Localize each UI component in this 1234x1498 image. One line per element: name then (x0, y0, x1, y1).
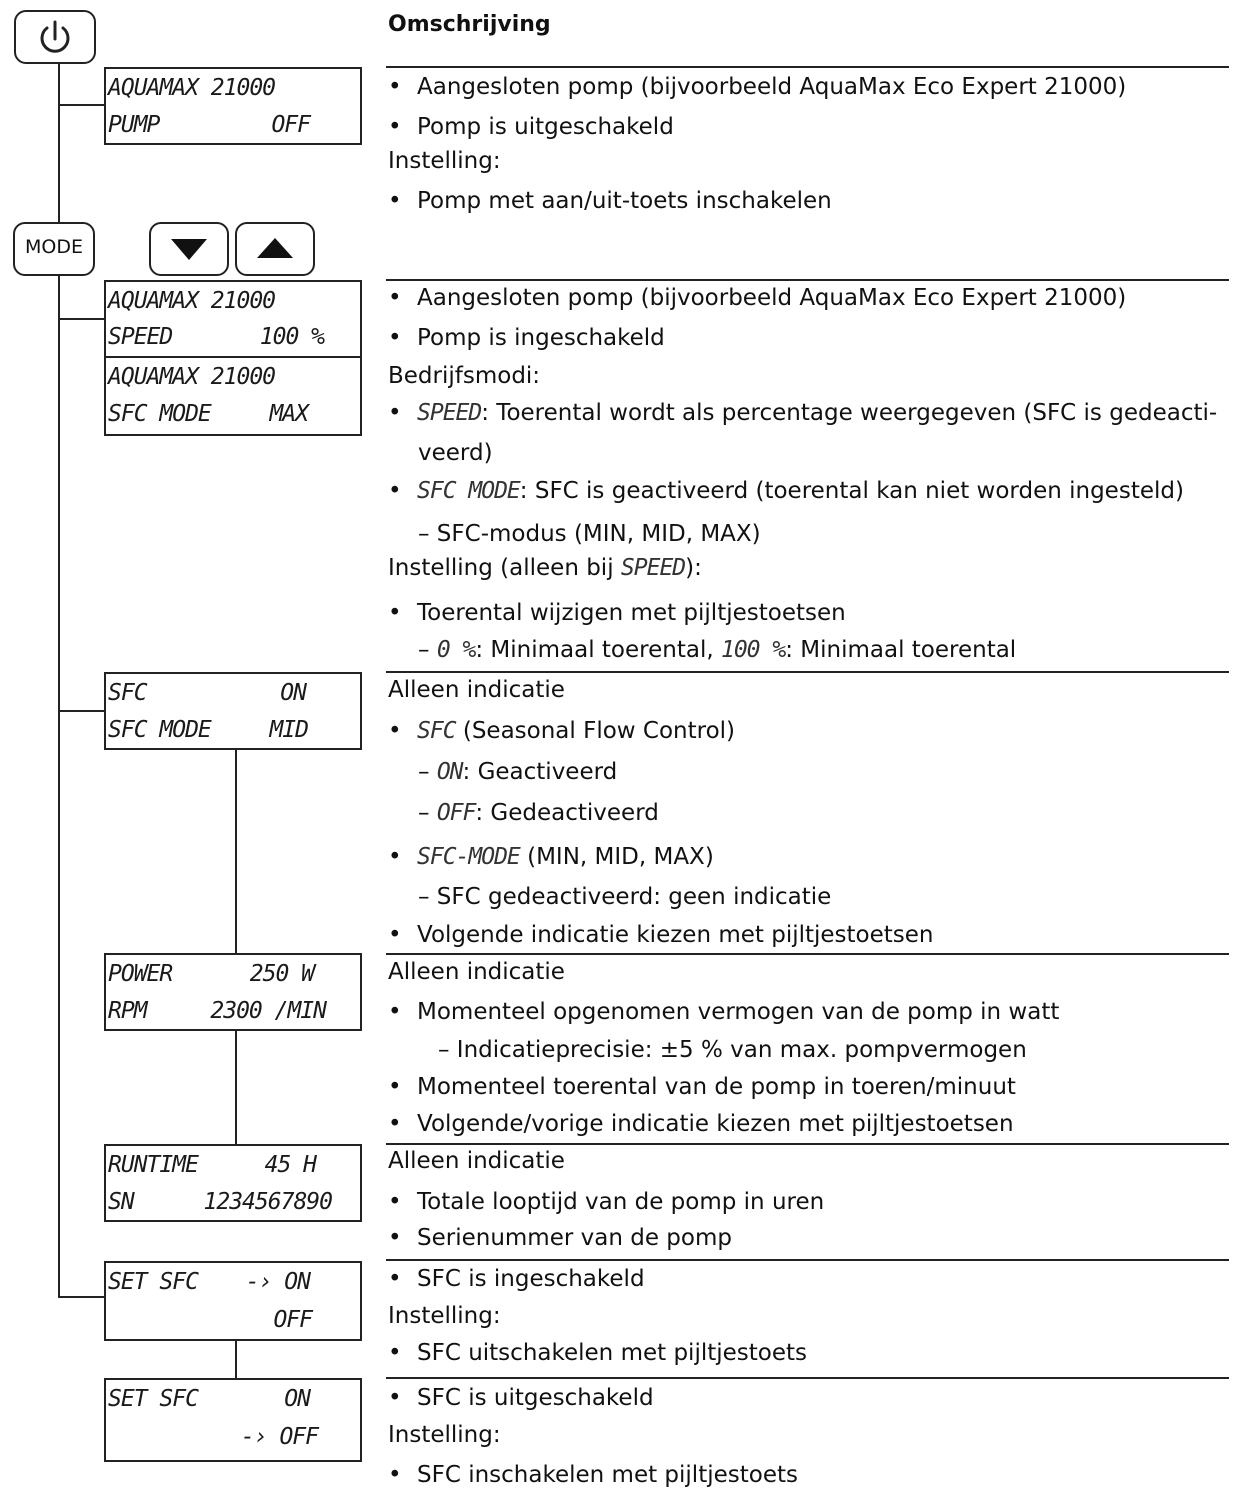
lcd-text: -› ON (245, 1269, 310, 1295)
sub-item: – OFF: Gedeactiveerd (418, 800, 659, 826)
list-item-text: (MIN, MID, MAX) (519, 844, 714, 870)
sub-item (418, 635, 1016, 665)
lcd-text: 100 % (259, 324, 324, 350)
connector-line (235, 1340, 237, 1378)
lcd-text: SFC MODE (108, 717, 211, 743)
list-item (388, 112, 674, 142)
sub-item-text: : Gedeactiveerd (475, 800, 659, 826)
sub-item-text: : Minimaal toerental (785, 637, 1017, 663)
list-item (388, 1223, 732, 1253)
list-item-text: Aangesloten pomp (bijvoorbeeld AquaMax Eco Expert 21000) (417, 74, 1127, 100)
power-button[interactable] (14, 10, 96, 64)
lcd-text: SN (108, 1189, 134, 1215)
lcd-text: 1234567890 (203, 1189, 332, 1215)
arrow-up-icon (237, 224, 313, 274)
setting-label: Instelling: (388, 1303, 501, 1329)
sub-item-text: : Geactiveerd (462, 759, 618, 785)
lcd-text: -› OFF (240, 1424, 318, 1450)
lcd-code: SFC (417, 718, 456, 744)
list-item-text: Volgende/vorige indicatie kiezen met pijltjestoetsen (417, 1111, 1014, 1137)
setting-text: Instelling (alleen bij (388, 555, 621, 581)
section-title: Alleen indicatie (388, 1148, 565, 1174)
lcd-text: SFC (108, 680, 147, 706)
description-heading: Omschrijving (388, 12, 551, 37)
lcd-code: SPEED (417, 400, 482, 426)
list-item (388, 1338, 807, 1368)
list-item-text: Pomp is ingeschakeld (417, 325, 665, 351)
sub-item: – SFC-modus (MIN, MID, MAX) (418, 521, 761, 547)
power-icon (16, 12, 94, 62)
lcd-text: 2300 /MIN (210, 998, 326, 1024)
section-divider (386, 953, 1229, 955)
lcd-display-pump-off (104, 67, 362, 145)
lcd-code: ON (436, 759, 463, 785)
list-item-text: Aangesloten pomp (bijvoorbeeld AquaMax Eco Expert 21000) (417, 285, 1127, 311)
list-item (388, 997, 1059, 1027)
setting-label: Instelling: (388, 148, 501, 174)
list-item-text: Pomp is uitgeschakeld (417, 114, 674, 140)
lcd-display-sfc-mode-max (104, 356, 362, 436)
lcd-text: POWER (108, 961, 173, 987)
sub-item-text: – (418, 637, 437, 663)
list-item (388, 72, 1126, 102)
lcd-code: OFF (436, 800, 476, 826)
list-item-text: Volgende indicatie kiezen met pijltjestoetsen (417, 922, 934, 948)
lcd-text: OFF (273, 1307, 312, 1333)
list-item (388, 1072, 1016, 1102)
connector-line (235, 750, 237, 954)
arrow-down-icon (151, 224, 227, 274)
lcd-text: MID (269, 717, 308, 743)
list-item-continuation: veerd) (418, 440, 493, 466)
lcd-display-speed (104, 280, 362, 358)
list-item-text: SFC is uitgeschakeld (417, 1385, 654, 1411)
list-item (388, 920, 934, 950)
list-item-text: : Toerental wordt als percentage weergegeven (SFC is gedeacti- (481, 400, 1218, 426)
mode-button[interactable] (13, 222, 95, 276)
arrow-up-button[interactable] (235, 222, 315, 276)
list-item (388, 716, 735, 746)
lcd-display-set-sfc-off (104, 1378, 362, 1462)
lcd-code: SFC MODE (417, 478, 520, 504)
lcd-code: SPEED (620, 555, 686, 581)
lcd-text: RUNTIME (108, 1152, 198, 1178)
setting-label (388, 553, 702, 583)
list-item (388, 323, 665, 353)
section-divider (386, 1377, 1229, 1379)
lcd-code: 0 % (436, 637, 476, 663)
list-item-text: Pomp met aan/uit-toets inschakelen (417, 188, 832, 214)
connector-line (235, 1030, 237, 1144)
connector-line (58, 318, 106, 320)
lcd-display-set-sfc-on (104, 1261, 362, 1341)
list-item (388, 476, 1184, 506)
lcd-text: PUMP (108, 112, 160, 138)
sub-item: – Indicatieprecisie: ±5 % van max. pompvermogen (438, 1037, 1027, 1063)
lcd-code: SFC-MODE (417, 844, 520, 870)
list-item-text: : SFC is geactiveerd (toerental kan niet worden ingesteld) (519, 478, 1184, 504)
lcd-text: OFF (271, 112, 310, 138)
lcd-text: 45 H (264, 1152, 316, 1178)
lcd-text: RPM (108, 998, 147, 1024)
list-item (388, 1109, 1014, 1139)
section-divider (386, 279, 1229, 281)
list-item (388, 1460, 798, 1490)
list-item (388, 283, 1126, 313)
connector-line (58, 1296, 106, 1298)
sub-item: – SFC gedeactiveerd: geen indicatie (418, 884, 832, 910)
list-item (388, 186, 832, 216)
section-divider (386, 66, 1229, 68)
list-item (388, 398, 1217, 428)
lcd-display-runtime (104, 1144, 362, 1222)
lcd-text: SET SFC (108, 1269, 198, 1295)
list-item-text: Momenteel toerental van de pomp in toeren/minuut (417, 1074, 1016, 1100)
arrow-down-button[interactable] (149, 222, 229, 276)
list-item (388, 1187, 824, 1217)
section-title: Alleen indicatie (388, 677, 565, 703)
sub-item-text: : Minimaal toerental, (475, 637, 721, 663)
lcd-text: SFC MODE (108, 401, 211, 427)
modes-label: Bedrijfsmodi: (388, 363, 541, 389)
connector-line (58, 104, 106, 106)
lcd-text: ON (284, 1386, 310, 1412)
section-divider (386, 1259, 1229, 1261)
lcd-text: ON (280, 680, 306, 706)
list-item-text: Serienummer van de pomp (417, 1225, 732, 1251)
list-item (388, 598, 846, 628)
connector-line (58, 710, 106, 712)
list-item-text: Toerental wijzigen met pijltjestoetsen (417, 600, 846, 626)
list-item-text: SFC inschakelen met pijltjestoets (417, 1462, 798, 1488)
lcd-text: AQUAMAX 21000 (108, 75, 276, 101)
connector-line (58, 64, 60, 222)
setting-label: Instelling: (388, 1422, 501, 1448)
lcd-display-sfc-on (104, 672, 362, 750)
lcd-text: SET SFC (108, 1386, 198, 1412)
mode-button-label: MODE (25, 236, 83, 258)
lcd-text: 250 W (249, 961, 314, 987)
lcd-text: AQUAMAX 21000 (108, 288, 276, 314)
connector-line (58, 276, 60, 1298)
list-item-text: SFC is ingeschakeld (417, 1266, 645, 1292)
sub-item: – ON: Geactiveerd (418, 759, 618, 785)
list-item-text: (Seasonal Flow Control) (455, 718, 736, 744)
list-item-text: SFC uitschakelen met pijltjestoets (417, 1340, 808, 1366)
list-item-text: Totale looptijd van de pomp in uren (417, 1189, 825, 1215)
list-item-text: Momenteel opgenomen vermogen van de pomp in watt (417, 999, 1060, 1025)
lcd-text: MAX (269, 401, 308, 427)
list-item (388, 842, 714, 872)
lcd-code: 100 % (720, 637, 786, 663)
list-item (388, 1264, 645, 1294)
lcd-text: AQUAMAX 21000 (108, 364, 276, 390)
section-title: Alleen indicatie (388, 959, 565, 985)
section-divider (386, 1143, 1229, 1145)
lcd-display-power (104, 953, 362, 1031)
list-item (388, 1383, 654, 1413)
setting-text: ): (685, 555, 702, 581)
section-divider (386, 671, 1229, 673)
lcd-text: SPEED (108, 324, 173, 350)
